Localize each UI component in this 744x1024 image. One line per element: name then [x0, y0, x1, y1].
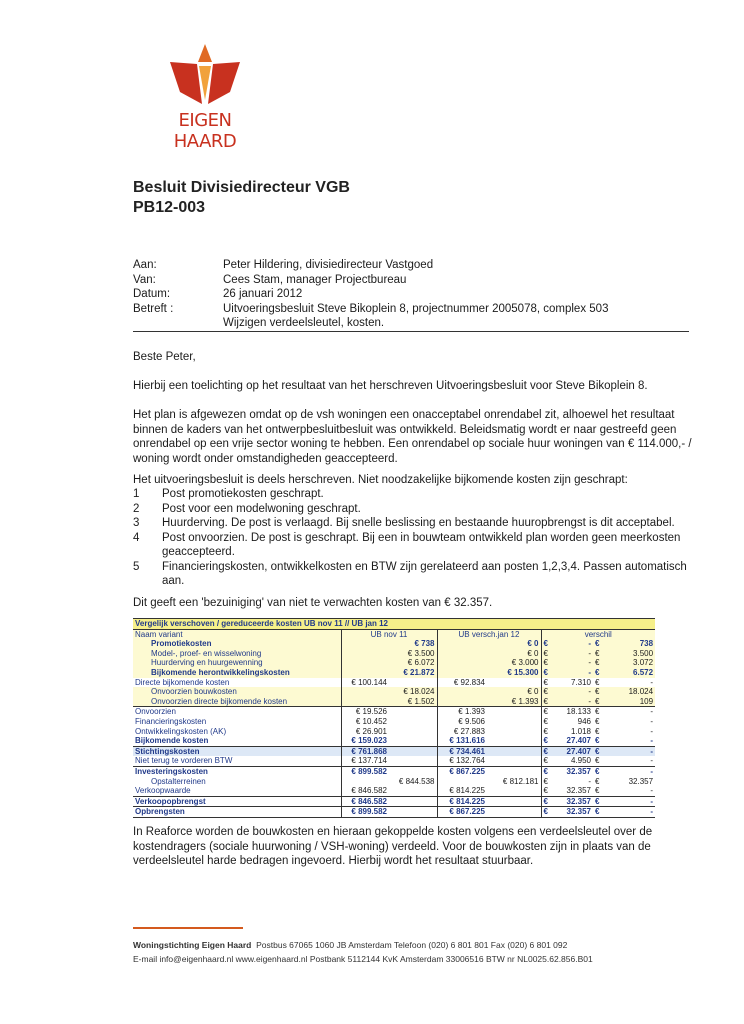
col-verschil-header: verschil — [541, 629, 655, 639]
ub-jan-detail: € 3.000 — [487, 658, 541, 668]
ub-jan-total: € 1.393 — [437, 707, 487, 717]
comparison-table — [133, 618, 655, 818]
row-label: Stichtingskosten — [133, 746, 341, 756]
logo-text: EIGEN HAARD — [173, 110, 237, 152]
flame-logo-icon — [150, 42, 260, 110]
ub-jan-detail — [487, 766, 541, 776]
table-row — [133, 707, 655, 717]
verschil-currency-1: € — [541, 796, 553, 807]
verschil-total: 7.310 — [570, 677, 591, 687]
verschil-total: - — [553, 649, 593, 659]
table-row — [133, 697, 655, 707]
ub-jan-detail: € 0 — [487, 649, 541, 659]
verschil-detail: - — [650, 756, 654, 766]
table-row — [133, 766, 655, 776]
ub-jan-detail: € 0 — [487, 639, 541, 649]
row-label: Niet terug te vorderen BTW — [135, 756, 233, 766]
ub-jan-detail — [487, 736, 541, 746]
table-row — [133, 668, 655, 678]
ub-jan-total — [437, 668, 487, 678]
verschil-currency-1: € — [541, 746, 553, 756]
verschil-currency-1: € — [541, 687, 553, 697]
title-line-2: PB12-003 — [133, 199, 206, 216]
verschil-detail: - — [650, 716, 654, 726]
ub-nov-detail: € 1.502 — [389, 697, 437, 707]
verschil-currency-1: € — [541, 736, 553, 746]
list-text: Financieringskosten, ontwikkelkosten en BTW zijn gerelateerd aan posten 1,2,3,4. Passen automatisch aan. — [162, 560, 687, 587]
row-label: Onvoorzien — [133, 707, 341, 717]
ub-nov-detail: € 844.538 — [398, 776, 435, 786]
verschil-detail: 32.357 — [628, 776, 654, 786]
table-row — [133, 649, 655, 659]
ub-nov-total — [341, 639, 389, 649]
verschil-currency-2: € — [593, 649, 605, 659]
ub-jan-detail — [487, 807, 541, 818]
paragraph-3: Het uitvoeringsbesluit is deels herschreven. Niet noodzakelijke bijkomende kosten zijn geschrapt: — [133, 474, 628, 486]
verschil-detail: 3.500 — [605, 649, 655, 659]
cost-list — [133, 487, 693, 589]
ub-nov-total — [341, 668, 389, 678]
verschil-currency-1: € — [541, 649, 553, 659]
list-item — [133, 531, 693, 560]
verschil-detail: - — [605, 766, 655, 776]
list-text: Huurderving. De post is verlaagd. Bij snelle beslissing en bestaande huuropbrengst is dit acceptabel. — [162, 517, 675, 529]
footer — [133, 938, 593, 966]
ub-nov-detail: € 6.072 — [389, 658, 437, 668]
footer-accent-line — [133, 927, 243, 929]
ub-nov-total — [341, 649, 389, 659]
ub-nov-detail — [389, 717, 437, 727]
verschil-currency-2: € — [593, 687, 605, 697]
verschil-currency-1: € — [541, 707, 553, 717]
memo-key: Van: — [133, 273, 156, 286]
ub-nov-total: € 100.144 — [341, 678, 389, 688]
ub-jan-total — [437, 777, 487, 787]
ub-nov-total: € 899.582 — [341, 807, 389, 818]
memo-value: 26 januari 2012 — [223, 288, 303, 300]
verschil-total: - — [553, 687, 593, 697]
document-title — [133, 178, 350, 218]
verschil-total: 32.357 — [553, 807, 593, 818]
memo-row — [133, 258, 608, 273]
verschil-detail: 6.572 — [605, 668, 655, 678]
ub-jan-total: € 814.225 — [437, 786, 487, 796]
memo-value: Cees Stam, manager Projectbureau — [223, 273, 407, 286]
ub-nov-total: € 26.901 — [341, 727, 389, 737]
verschil-currency-2: € — [593, 707, 605, 717]
paragraph-1: Hierbij een toelichting op het resultaat van het herschreven Uitvoeringsbesluit voor Steve Bikoplein 8. — [133, 380, 648, 392]
verschil-total: 18.133 — [553, 707, 593, 717]
table-title: Vergelijk verschoven / gereduceerde kosten UB nov 11 // UB jan 12 — [133, 619, 655, 630]
verschil-total: 32.357 — [566, 786, 591, 796]
row-label: Investeringskosten — [133, 766, 341, 776]
list-item — [133, 487, 693, 502]
verschil-detail: 3.072 — [605, 658, 655, 668]
ub-jan-detail — [487, 746, 541, 756]
ub-jan-total — [437, 687, 487, 697]
verschil-currency-2: € — [593, 766, 605, 776]
verschil-currency-1: € — [541, 697, 553, 707]
verschil-currency-2: € — [593, 807, 605, 818]
verschil-currency-2: € — [595, 716, 600, 726]
memo-value: Wijzigen verdeelsleutel, kosten. — [223, 317, 385, 329]
logo — [150, 42, 260, 152]
ub-nov-total: € 137.714 — [341, 756, 389, 766]
verschil-detail: - — [650, 736, 654, 746]
ub-jan-total: € 867.225 — [437, 807, 487, 818]
verschil-currency-1: € — [541, 777, 553, 787]
table-row — [133, 639, 655, 649]
ub-jan-detail — [487, 678, 541, 688]
ub-jan-total: € 734.461 — [437, 746, 487, 756]
title-line-1: Besluit Divisiedirecteur VGB — [133, 179, 350, 196]
table-row — [133, 658, 655, 668]
table-title-row — [133, 619, 655, 630]
verschil-currency-2: € — [593, 796, 605, 807]
verschil-currency-2: € — [595, 736, 600, 746]
verschil-detail: 18.024 — [605, 687, 655, 697]
ub-jan-detail — [487, 796, 541, 807]
verschil-detail: 738 — [605, 639, 655, 649]
list-number: 2 — [133, 502, 140, 515]
ub-nov-detail — [389, 727, 437, 737]
table-row — [133, 687, 655, 697]
paragraph-5: In Reaforce worden de bouwkosten en hieraan gekoppelde kosten volgens een verdeelsleutel over de kostendragers (sociale huurwoning / VSH-woning) verdeeld. Voor de bouwkosten zijn in plaats van de verdeelsleutel harde bedragen ingevoerd. Hierbij wordt het resultaat stuurbaar. — [133, 826, 653, 867]
ub-nov-total: € 899.582 — [341, 766, 389, 776]
row-label: Huurderving en huurgewenning — [133, 658, 341, 668]
list-text: Post promotiekosten geschrapt. — [162, 488, 324, 500]
table-row — [133, 717, 655, 727]
row-label: Model-, proef- en wisselwoning — [133, 649, 341, 659]
paragraph-4: Dit geeft een 'bezuiniging' van niet te verwachten kosten van € 32.357. — [133, 597, 493, 609]
ub-jan-detail: € 1.393 — [487, 697, 541, 707]
memo-header — [133, 258, 608, 331]
verschil-currency-1: € — [541, 668, 553, 678]
verschil-currency-2: € — [593, 668, 605, 678]
row-label: Ontwikkelingskosten (AK) — [135, 726, 227, 736]
verschil-currency-2: € — [595, 786, 600, 796]
list-text: Post voor een modelwoning geschrapt. — [162, 502, 361, 515]
footer-line-2: E-mail info@eigenhaard.nl www.eigenhaard.nl Postbank 5112144 KvK Amsterdam 33006516 BTW nr NL0025.62.856.B01 — [133, 954, 593, 964]
ub-jan-detail — [487, 756, 541, 766]
verschil-currency-2: € — [595, 677, 600, 687]
ub-nov-detail — [389, 736, 437, 746]
list-text: Post onvoorzien. De post is geschrapt. Bij een in bouwteam ontwikkeld plan worden geen meerkosten geaccepteerd. — [162, 531, 681, 558]
memo-key — [133, 316, 223, 331]
verschil-detail: - — [650, 677, 654, 687]
ub-nov-detail: € 18.024 — [389, 687, 437, 697]
verschil-detail: - — [650, 786, 654, 796]
memo-value: Uitvoeringsbesluit Steve Bikoplein 8, projectnummer 2005078, complex 503 — [223, 302, 609, 315]
row-label: Directe bijkomende kosten — [135, 677, 230, 687]
ub-nov-total — [341, 697, 389, 707]
list-item — [133, 560, 693, 589]
table-row — [133, 777, 655, 787]
ub-nov-total: € 846.582 — [341, 796, 389, 807]
table-row — [133, 796, 655, 807]
verschil-total: 32.357 — [553, 796, 593, 807]
ub-jan-total: € 132.764 — [437, 756, 487, 766]
ub-jan-detail — [487, 717, 541, 727]
memo-key: Datum: — [133, 288, 171, 300]
ub-nov-total — [341, 658, 389, 668]
verschil-detail: - — [605, 796, 655, 807]
footer-org: Woningstichting Eigen Haard — [133, 940, 252, 950]
memo-row — [133, 273, 608, 288]
verschil-currency-1: € — [541, 658, 553, 668]
ub-nov-detail — [389, 766, 437, 776]
ub-nov-detail — [389, 756, 437, 766]
ub-nov-detail: € 21.872 — [389, 668, 437, 678]
ub-jan-detail — [487, 707, 541, 717]
list-number: 5 — [133, 560, 140, 573]
footer-line-1: Postbus 67065 1060 JB Amsterdam Telefoon (020) 6 801 801 Fax (020) 6 801 092 — [256, 940, 568, 950]
memo-value: Peter Hildering, divisiedirecteur Vastgoed — [223, 259, 434, 271]
verschil-currency-1: € — [541, 807, 553, 818]
ub-nov-detail — [389, 807, 437, 818]
table-row — [133, 678, 655, 688]
memo-row — [133, 302, 608, 317]
verschil-total: 32.357 — [553, 766, 593, 776]
verschil-total: 1.018 — [570, 726, 591, 736]
row-label: Onvoorzien bouwkosten — [133, 687, 341, 697]
verschil-detail: - — [605, 746, 655, 756]
verschil-currency-1: € — [541, 678, 553, 688]
ub-jan-total: € 27.883 — [437, 727, 487, 737]
ub-jan-detail — [487, 727, 541, 737]
verschil-currency-1: € — [541, 786, 553, 796]
memo-key: Aan: — [133, 259, 157, 271]
memo-key: Betreft : — [133, 302, 174, 315]
table-row — [133, 807, 655, 818]
ub-jan-detail — [487, 786, 541, 796]
row-label: Verkoopwaarde — [135, 786, 191, 796]
table-row — [133, 756, 655, 766]
ub-jan-total — [437, 639, 487, 649]
ub-jan-total: € 9.506 — [437, 717, 487, 727]
ub-nov-total: € 159.023 — [341, 736, 389, 746]
ub-nov-total: € 10.452 — [341, 717, 389, 727]
verschil-currency-1: € — [541, 717, 553, 727]
col-name-header: Naam variant — [133, 629, 341, 639]
list-number: 4 — [133, 531, 140, 544]
verschil-total: 4.950 — [570, 756, 591, 766]
table-row — [133, 736, 655, 746]
list-number: 3 — [133, 517, 140, 529]
row-label: Onvoorzien directe bijkomende kosten — [133, 697, 341, 707]
ub-nov-total: € 761.868 — [341, 746, 389, 756]
ub-nov-detail — [389, 746, 437, 756]
verschil-detail: 109 — [605, 697, 655, 707]
list-item — [133, 502, 693, 517]
paragraph-2: Het plan is afgewezen omdat op de vsh woningen een onacceptabel onrendabel zit, alhoewel het resultaat binnen de kaders van het ontwerpbesluitbesluit was ontwikkeld. Beleidsmatig wordt er naar gestreefd geen onrendabel op een vrije sector woning te hebben. Een onrendabel op sociale huur woningen van € 114.000,- / woning wordt onder omstandigheden geaccepteerd. — [133, 409, 692, 465]
verschil-total: 946 — [577, 716, 591, 726]
ub-jan-total: € 867.225 — [437, 766, 487, 776]
ub-nov-total: € 19.526 — [341, 707, 389, 717]
header-divider — [133, 331, 689, 332]
memo-row — [133, 316, 608, 331]
ub-nov-total: € 846.582 — [341, 786, 389, 796]
verschil-total: - — [553, 658, 593, 668]
salutation: Beste Peter, — [133, 351, 196, 363]
verschil-total: - — [553, 668, 593, 678]
verschil-currency-2: € — [593, 658, 605, 668]
ub-nov-detail — [389, 786, 437, 796]
row-label: Verkoopopbrengst — [133, 796, 341, 807]
row-label: Bijkomende herontwikkelingskosten — [133, 668, 341, 678]
ub-nov-total — [341, 687, 389, 697]
col-ub-jan-header: UB versch.jan 12 — [437, 629, 541, 639]
col-ub-nov-header: UB nov 11 — [341, 629, 437, 639]
verschil-currency-2: € — [593, 746, 605, 756]
row-label: Opstalterreinen — [151, 776, 206, 786]
ub-nov-total — [341, 777, 389, 787]
verschil-total: 27.407 — [553, 746, 593, 756]
ub-nov-detail — [389, 707, 437, 717]
table-row — [133, 746, 655, 756]
memo-row — [133, 287, 608, 302]
verschil-detail: - — [650, 726, 654, 736]
table-row — [133, 727, 655, 737]
ub-jan-detail: € 812.181 — [502, 776, 539, 786]
ub-jan-detail: € 0 — [487, 687, 541, 697]
verschil-currency-2: € — [595, 726, 600, 736]
ub-nov-detail: € 3.500 — [389, 649, 437, 659]
ub-jan-detail: € 15.300 — [487, 668, 541, 678]
row-label: Financieringskosten — [135, 716, 207, 726]
ub-jan-total — [437, 658, 487, 668]
verschil-currency-2: € — [593, 697, 605, 707]
row-label: Opbrengsten — [133, 807, 341, 818]
verschil-total: - — [553, 639, 593, 649]
ub-jan-total: € 92.834 — [437, 678, 487, 688]
verschil-currency-1: € — [541, 756, 553, 766]
ub-nov-detail: € 738 — [389, 639, 437, 649]
verschil-currency-1: € — [541, 639, 553, 649]
row-label: Promotiekosten — [133, 639, 341, 649]
ub-nov-detail — [389, 796, 437, 807]
verschil-detail: - — [605, 707, 655, 717]
verschil-currency-1: € — [541, 766, 553, 776]
ub-jan-total: € 131.616 — [437, 736, 487, 746]
verschil-total: 27.407 — [566, 736, 591, 746]
ub-jan-total — [437, 649, 487, 659]
ub-nov-detail — [389, 678, 437, 688]
verschil-currency-2: € — [593, 639, 605, 649]
table-header-row — [133, 629, 655, 639]
list-item — [133, 516, 693, 531]
verschil-total: - — [588, 776, 591, 786]
verschil-currency-2: € — [595, 756, 600, 766]
verschil-currency-1: € — [541, 727, 553, 737]
ub-jan-total — [437, 697, 487, 707]
table-row — [133, 786, 655, 796]
row-label: Bijkomende kosten — [135, 736, 209, 746]
verschil-currency-2: € — [595, 776, 600, 786]
list-number: 1 — [133, 488, 140, 500]
verschil-total: - — [553, 697, 593, 707]
ub-jan-total: € 814.225 — [437, 796, 487, 807]
verschil-detail: - — [605, 807, 655, 818]
